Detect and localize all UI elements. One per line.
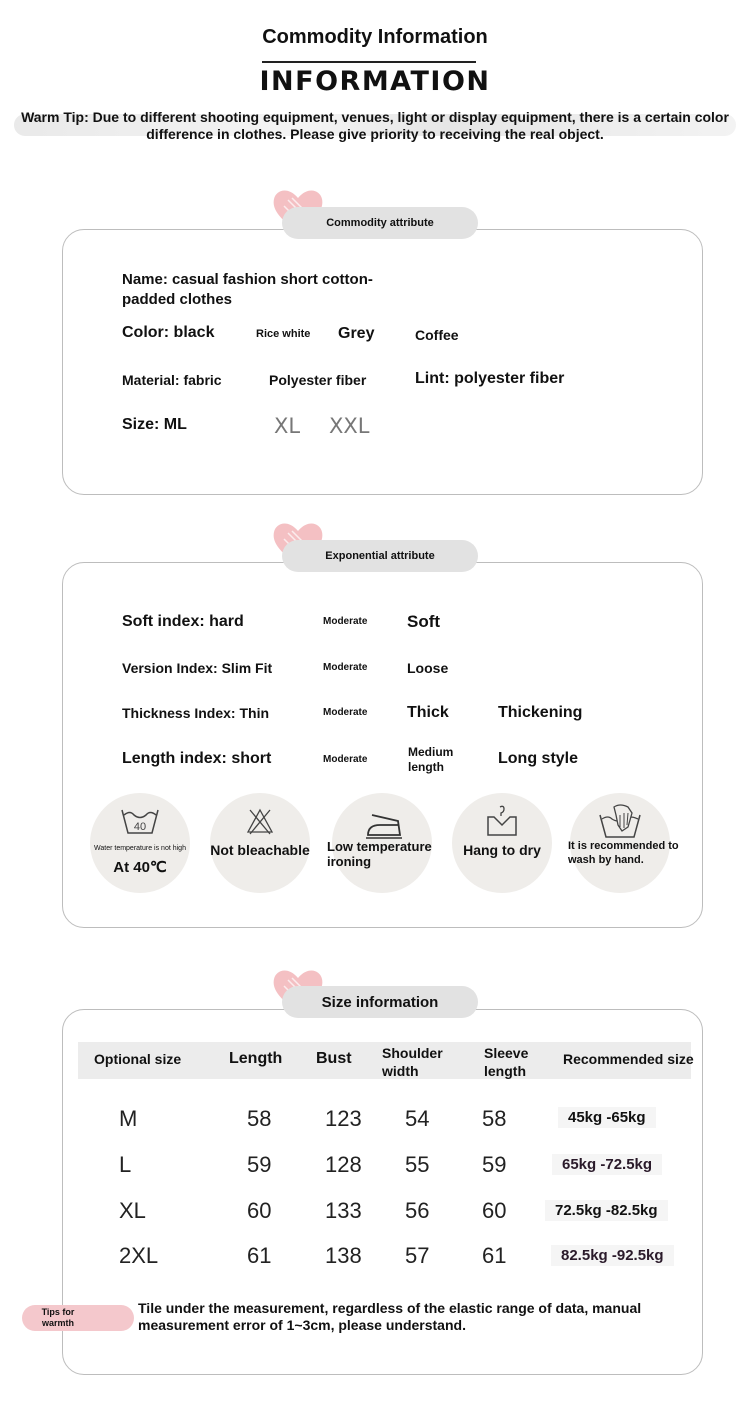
- index-mid: Moderate: [323, 707, 368, 718]
- care-item-hang-dry: [452, 793, 552, 893]
- color-option: Rice white: [256, 328, 311, 340]
- measurement-tip-text: Tile under the measurement, regardless of the elastic range of data, manual measurement error of 1~3cm, please understand.: [138, 1300, 642, 1333]
- cell-shoulder: 55: [405, 1152, 430, 1177]
- care-item-hand-wash: [568, 793, 679, 893]
- care-label: ironing: [327, 854, 372, 869]
- cell-shoulder: 54: [405, 1106, 430, 1131]
- care-label: Not bleachable: [210, 842, 310, 858]
- index-value: Soft: [407, 612, 441, 631]
- care-item-wash-40: [90, 793, 190, 893]
- care-subtext: Water temperature is not high: [94, 845, 186, 852]
- cell-recommended: 45kg -65kg: [558, 1107, 656, 1128]
- size-option: XL: [274, 414, 301, 438]
- care-label: Hang to dry: [463, 842, 541, 858]
- column-header-optional-size: Optional size: [94, 1051, 182, 1067]
- cell-length: 58: [247, 1106, 272, 1131]
- index-value: Thickening: [498, 704, 583, 721]
- index-value: Loose: [407, 660, 449, 676]
- cell-bust: 138: [325, 1243, 362, 1268]
- index-value: Thick: [407, 704, 449, 721]
- care-label: At 40℃: [113, 859, 167, 876]
- cell-length: 59: [247, 1152, 272, 1177]
- product-name-line2: padded clothes: [122, 291, 233, 308]
- badge-line: warmth: [41, 1318, 74, 1328]
- cell-length: 60: [247, 1198, 272, 1223]
- index-mid: Moderate: [323, 662, 368, 673]
- column-header-length: Length: [229, 1050, 283, 1067]
- index-mid: Moderate: [323, 754, 368, 765]
- column-header-shoulder: Shoulder: [382, 1045, 443, 1061]
- column-header-sleeve: Sleeve: [484, 1045, 529, 1061]
- material-label: Material: fabric: [122, 372, 222, 388]
- cell-shoulder: 56: [405, 1198, 430, 1223]
- size-information-label: Size information: [282, 986, 478, 1018]
- no-bleach-icon: [246, 807, 274, 835]
- color-option: Coffee: [415, 327, 459, 343]
- badge-line: Tips for: [41, 1307, 75, 1317]
- title-divider: [262, 61, 476, 63]
- exponential-attribute-label: Exponential attribute: [282, 540, 478, 572]
- cell-size: XL: [119, 1198, 146, 1223]
- color-option: Grey: [338, 325, 375, 342]
- page-title: Commodity Information: [262, 26, 488, 48]
- index-label: Version Index: Slim Fit: [122, 660, 273, 676]
- cell-shoulder: 57: [405, 1243, 430, 1268]
- cell-recommended: 72.5kg -82.5kg: [545, 1200, 668, 1221]
- care-item-iron: [327, 793, 432, 893]
- care-item-no-bleach: [210, 793, 310, 893]
- cell-bust: 133: [325, 1198, 362, 1223]
- hang-dry-icon: [484, 803, 520, 839]
- index-value: length: [408, 760, 444, 774]
- size-label: Size: ML: [122, 416, 187, 433]
- lint-label: Lint: polyester fiber: [415, 370, 565, 387]
- column-header-shoulder: width: [382, 1063, 419, 1079]
- wash-40-icon: [120, 807, 160, 835]
- hand-wash-icon: [598, 801, 642, 839]
- column-header-recommended: Recommended size: [563, 1051, 694, 1067]
- column-header-bust: Bust: [316, 1050, 352, 1067]
- index-mid: Moderate: [323, 616, 368, 627]
- material-value: Polyester fiber: [269, 372, 367, 388]
- care-label: Low temperature: [327, 839, 432, 854]
- cell-sleeve: 58: [482, 1106, 507, 1131]
- commodity-attribute-card: [62, 229, 703, 495]
- care-label: wash by hand.: [568, 854, 644, 866]
- cell-length: 61: [247, 1243, 272, 1268]
- cell-bust: 123: [325, 1106, 362, 1131]
- svg-text:40: 40: [133, 821, 147, 833]
- cell-recommended: 65kg -72.5kg: [552, 1154, 662, 1175]
- commodity-attribute-label: Commodity attribute: [282, 207, 478, 239]
- column-header-sleeve: length: [484, 1063, 526, 1079]
- cell-size: M: [119, 1106, 138, 1131]
- index-value: Long style: [498, 750, 579, 767]
- product-name-line1: Name: casual fashion short cotton-: [122, 271, 373, 288]
- cell-recommended: 82.5kg -92.5kg: [551, 1245, 674, 1266]
- cell-sleeve: 61: [482, 1243, 507, 1268]
- index-label: Length index: short: [122, 750, 272, 767]
- color-label: Color: black: [122, 324, 215, 341]
- index-label: Thickness Index: Thin: [122, 705, 270, 721]
- page-subtitle: INFORMATION: [259, 66, 491, 97]
- warm-tip-text: Warm Tip: Due to different shooting equipment, venues, light or display equipment, there is a certain color difference in clothes. Please give priority to receiving the real object.: [21, 109, 729, 142]
- cell-sleeve: 59: [482, 1152, 507, 1177]
- cell-size: 2XL: [119, 1243, 159, 1268]
- cell-bust: 128: [325, 1152, 362, 1177]
- tips-for-warmth-badge: [22, 1305, 134, 1331]
- index-value: Medium: [408, 745, 454, 759]
- cell-sleeve: 60: [482, 1198, 507, 1223]
- size-option: XXL: [329, 414, 370, 438]
- care-label: It is recommended to: [568, 840, 679, 852]
- index-label: Soft index: hard: [122, 613, 244, 630]
- cell-size: L: [119, 1152, 132, 1177]
- iron-icon: [364, 811, 404, 839]
